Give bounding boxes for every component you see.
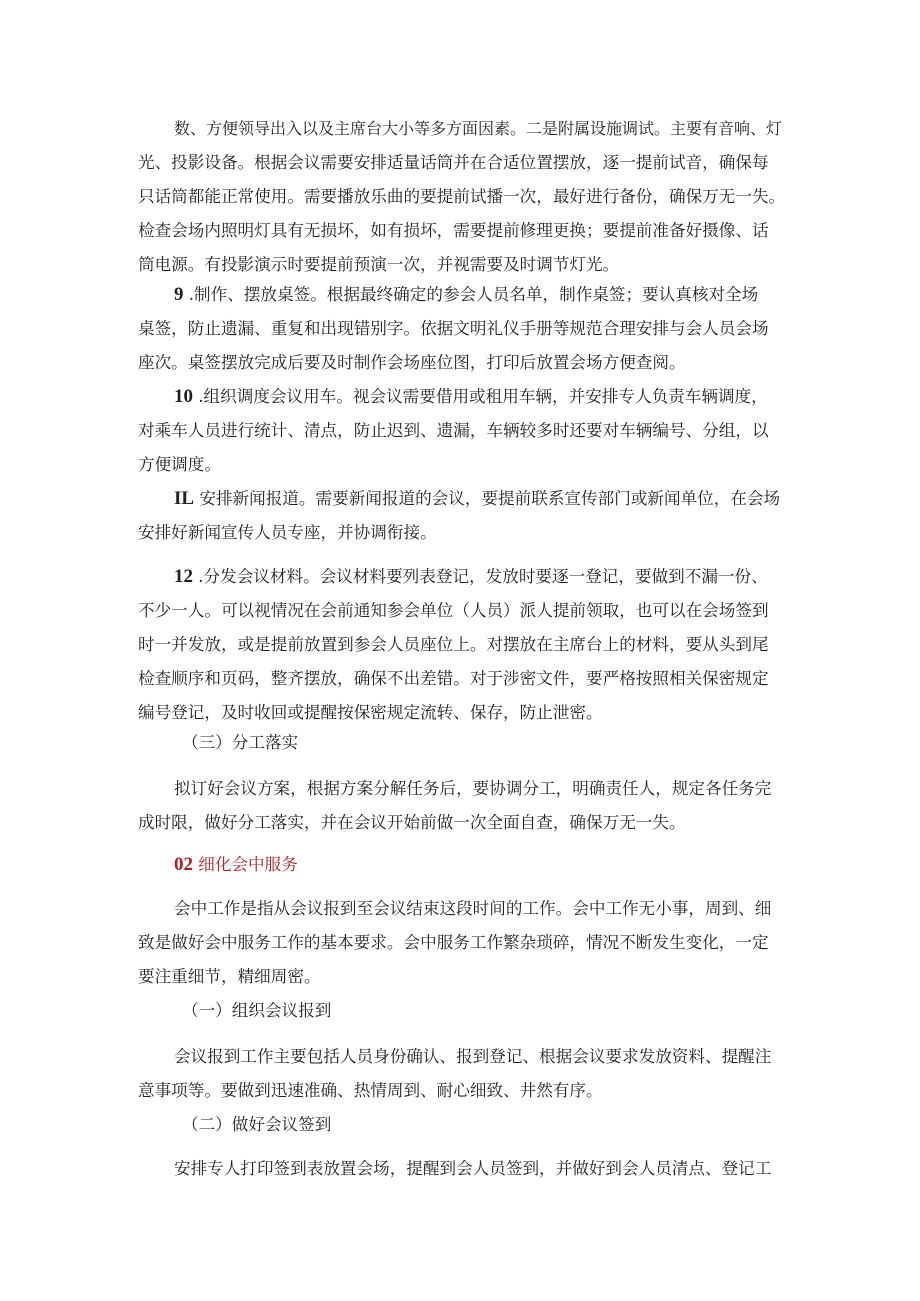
paragraph-line [138,926,790,960]
section-heading-line [138,848,790,882]
paragraph-line [138,180,790,214]
line-text: （三）分工落实 [182,733,299,752]
paragraph-line [138,806,790,840]
line-text: 安排专人打印签到表放置会场，提醒到会人员签到，并做好到会人员清点、登记工 [174,1159,772,1178]
line-text: 光、投影设备。根据会议需要安排适量话筒并在合适位置摆放，逐一提前试音，确保每 [138,153,769,172]
subheading-division-of-labor [138,726,790,760]
paragraph-line [138,248,790,282]
para-division-of-labor [138,772,790,840]
line-text: （一）组织会议报到 [182,1001,332,1020]
line-text: 编号登记，及时收回或提醒按保密规定流转、保存，防止泄密。 [138,703,603,722]
paragraph-line [138,960,790,994]
line-text: 对乘车人员进行统计、清点，防止迟到、遗漏，车辆较多时还要对车辆编号、分组，以 [138,421,769,440]
para-venue-layout-continued [138,112,790,282]
line-text: 时一并发放，或是提前放置到参会人员座位上。对摆放在主席台上的材料，要从头到尾 [138,635,769,654]
line-text: 拟订好会议方案，根据方案分解任务后，要协调分工，明确责任人，规定各任务完 [174,779,772,798]
paragraph-line [138,1040,790,1074]
line-text: 筒电源。有投影演示时要提前预演一次，并视需要及时调节灯光。 [138,255,620,274]
line-text: 细化会中服务 [193,855,298,874]
line-text: 会议报到工作主要包括人员身份确认、报到登记、根据会议要求发放资料、提醒注 [174,1047,772,1066]
paragraph-line [138,448,790,482]
item-10-vehicles [138,380,790,482]
paragraph-line [138,112,790,146]
item-number: IL [174,488,195,509]
para-in-meeting-work [138,892,790,994]
item-number: 10 [174,386,193,407]
line-text: 会中工作是指从会议报到至会议结束这段时间的工作。会中工作无小事，周到、细 [174,899,772,918]
line-text: .组织调度会议用车。视会议需要借用或租用车辆，并安排专人负责车辆调度， [193,387,768,406]
item-9-name-cards [138,278,790,380]
paragraph-line [138,414,790,448]
paragraph-line [138,594,790,628]
subheading-line [138,994,790,1028]
paragraph-line [138,346,790,380]
paragraph-line [138,696,790,730]
item-number: 02 [174,854,193,875]
paragraph-line [138,146,790,180]
line-text: 只话筒都能正常使用。需要播放乐曲的要提前试播一次，最好进行备份，确保万无一失。 [138,187,786,206]
line-text: 要注重细节，精细周密。 [138,967,321,986]
subheading-line [138,1108,790,1142]
paragraph-line [138,214,790,248]
line-text: 检查会场内照明灯具有无损坏，如有损坏，需要提前修理更换；要提前准备好摄像、话 [138,221,769,240]
line-text: .分发会议材料。会议材料要列表登记，发放时要逐一登记，要做到不漏一份、 [193,567,768,586]
paragraph-line [138,772,790,806]
paragraph-line [138,312,790,346]
line-text: 方便调度。 [138,455,221,474]
paragraph-line [138,560,790,594]
paragraph-line [138,892,790,926]
paragraph-line [138,380,790,414]
item-11-press [138,482,790,550]
line-text: 意事项等。要做到迅速准确、热情周到、耐心细致、井然有序。 [138,1081,603,1100]
line-text: 座次。桌签摆放完成后要及时制作会场座位图，打印后放置会场方便查阅。 [138,353,686,372]
section-heading-02 [138,848,790,882]
paragraph-line [138,482,790,516]
paragraph-line [138,516,790,550]
paragraph-line [138,1074,790,1108]
subheading-sign-in [138,1108,790,1142]
line-text: 致是做好会中服务工作的基本要求。会中服务工作繁杂琐碎，情况不断发生变化，一定 [138,933,769,952]
line-text: 检查顺序和页码，整齐摆放，确保不出差错。对于涉密文件，要严格按照相关保密规定 [138,669,769,688]
line-text: 桌签，防止遗漏、重复和出现错别字。依据文明礼仪手册等规范合理安排与会人员会场 [138,319,769,338]
line-text: 安排好新闻宣传人员专座，并协调衔接。 [138,523,437,542]
item-number: 9 [174,284,184,305]
subheading-line [138,726,790,760]
line-text: 成时限，做好分工落实，并在会议开始前做一次全面自查，确保万无一失。 [138,813,686,832]
line-text: 不少一人。可以视情况在会前通知参会单位（人员）派人提前领取，也可以在会场签到 [138,601,769,620]
paragraph-line [138,662,790,696]
line-text: 数、方便领导出入以及主席台大小等多方面因素。二是附属设施调试。主要有音响、灯 [174,119,783,138]
line-text: 安排新闻报道。需要新闻报道的会议，要提前联系宣传部门或新闻单位，在会场 [194,489,781,508]
item-number: 12 [174,566,193,587]
para-registration [138,1040,790,1108]
paragraph-line [138,1152,790,1186]
item-12-materials [138,560,790,730]
line-text: .制作、摆放桌签。根据最终确定的参会人员名单，制作桌签；要认真核对全场 [183,285,759,304]
subheading-registration [138,994,790,1028]
line-text: （二）做好会议签到 [182,1115,332,1134]
para-sign-in [138,1152,790,1186]
paragraph-line [138,628,790,662]
paragraph-line [138,278,790,312]
